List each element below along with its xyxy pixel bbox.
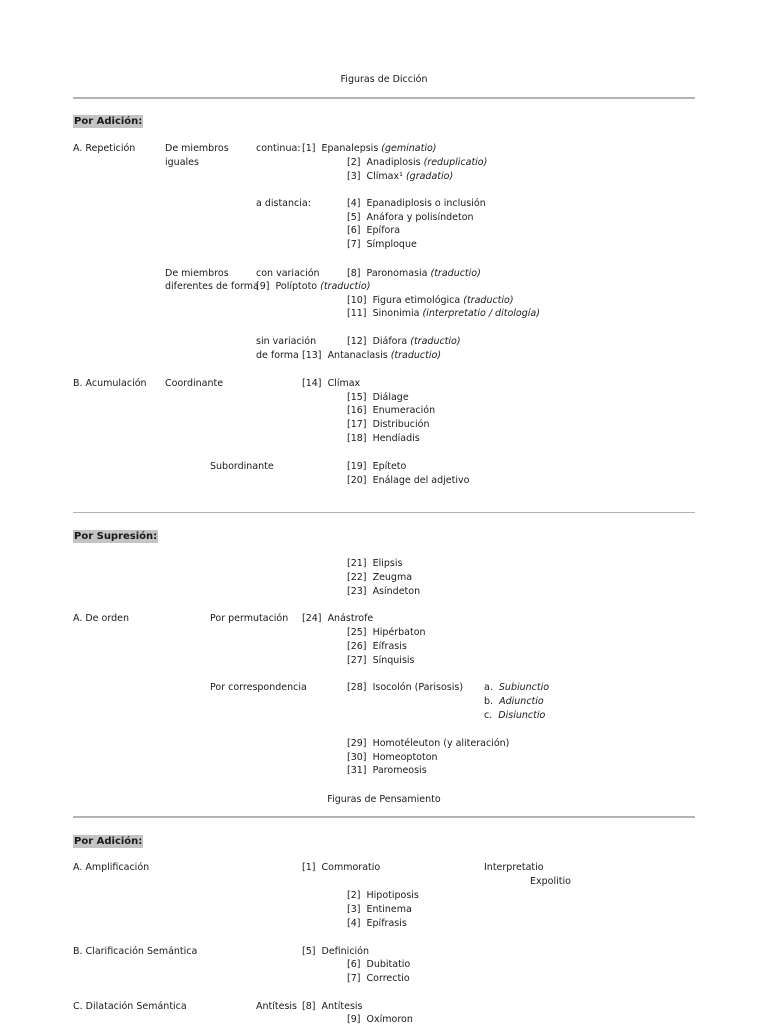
section-heading: Por Adición: xyxy=(74,836,143,847)
subcategory-label: Por correspondencia xyxy=(210,682,307,693)
type-label: de forma xyxy=(256,350,299,361)
subcategory-label: Antítesis xyxy=(256,1001,297,1012)
figure-item: [1] Commoratio xyxy=(302,862,381,873)
divider xyxy=(73,97,695,99)
divider xyxy=(73,816,695,818)
figure-item: [16] Enumeración xyxy=(347,405,436,416)
subcategory-label: Subordinante xyxy=(210,461,274,472)
section-heading: Por Supresión: xyxy=(74,531,158,542)
subcategory-label: De miembros xyxy=(165,143,229,154)
figure-item: [20] Enálage del adjetivo xyxy=(347,475,470,486)
figure-item: [14] Clímax xyxy=(302,378,361,389)
figure-item: [19] Epíteto xyxy=(347,461,407,472)
subcategory-label: Coordinante xyxy=(165,378,224,389)
figure-item: [21] Elipsis xyxy=(347,558,403,569)
figure-item: [23] Asíndeton xyxy=(347,586,421,597)
figure-item: [6] Dubitatio xyxy=(347,959,411,970)
figure-item: [13] Antanaclasis (traductio) xyxy=(302,350,442,361)
category-label: A. Repetición xyxy=(73,143,136,154)
figure-item: [2] Hipotiposis xyxy=(347,890,419,901)
sub-item: b. Adiunctio xyxy=(484,696,544,707)
sub-item: a. Subiunctio xyxy=(484,682,550,693)
page-title: Figuras de Dicción xyxy=(340,74,428,85)
category-label: B. Acumulación xyxy=(73,378,147,389)
figure-item: [31] Paromeosis xyxy=(347,765,427,776)
type-label: con variación xyxy=(256,268,320,279)
figure-item: [11] Sinonimia (interpretatio / ditología) xyxy=(347,308,540,319)
figure-item: [18] Hendíadis xyxy=(347,433,420,444)
figure-item: [27] Sínquisis xyxy=(347,655,415,666)
related-label: Interpretatio xyxy=(484,862,544,873)
figure-item: [10] Figura etimológica (traductio) xyxy=(347,295,514,306)
figure-item: [3] Clímax¹ (gradatio) xyxy=(347,171,454,182)
figure-item: [4] Epanadiplosis o inclusión xyxy=(347,198,486,209)
category-label: C. Dilatación Semántica xyxy=(73,1001,187,1012)
type-label: sin variación xyxy=(256,336,317,347)
category-label: A. De orden xyxy=(73,613,129,624)
figure-item: [12] Diáfora (traductio) xyxy=(347,336,461,347)
divider xyxy=(73,512,695,513)
figure-item: [26] Eífrasis xyxy=(347,641,407,652)
figure-item: [15] Diálage xyxy=(347,392,409,403)
category-label: B. Clarificación Semántica xyxy=(73,946,198,957)
subcategory-label: iguales xyxy=(165,157,199,168)
type-label: a distancia: xyxy=(256,198,311,209)
figure-item: [4] Epífrasis xyxy=(347,918,407,929)
figure-item: [3] Entinema xyxy=(347,904,412,915)
figure-item: [5] Anáfora y polisíndeton xyxy=(347,212,474,223)
subcategory-label: diferentes de forma xyxy=(165,281,259,292)
figure-item: [9] Oxímoron xyxy=(347,1014,413,1025)
figure-item: [29] Homotéleuton (y aliteración) xyxy=(347,738,510,749)
type-label: continua: xyxy=(256,143,301,154)
subcategory-label: Por permutación xyxy=(210,613,289,624)
figure-item: [17] Distribución xyxy=(347,419,430,430)
subcategory-label: De miembros xyxy=(165,268,229,279)
figure-item: [1] Epanalepsis (geminatio) xyxy=(302,143,437,154)
figure-item: [8] Paronomasia (traductio) xyxy=(347,268,481,279)
figure-item: [30] Homeoptoton xyxy=(347,752,438,763)
sub-item: c. Disiunctio xyxy=(484,710,546,721)
figure-item: [7] Correctio xyxy=(347,973,410,984)
figure-item: [2] Anadiplosis (reduplicatio) xyxy=(347,157,488,168)
figure-item: [25] Hipérbaton xyxy=(347,627,426,638)
figure-item: [22] Zeugma xyxy=(347,572,413,583)
figure-item: [8] Antítesis xyxy=(302,1001,363,1012)
figure-item: [7] Símploque xyxy=(347,239,417,250)
figure-item: [5] Definición xyxy=(302,946,370,957)
related-label: Expolitio xyxy=(530,876,571,887)
figure-item: [9] Políptoto (traductio) xyxy=(256,281,371,292)
figure-item: [24] Anástrofe xyxy=(302,613,374,624)
section-heading: Por Adición: xyxy=(74,116,143,127)
section-title: Figuras de Pensamiento xyxy=(327,794,441,805)
figure-item: [28] Isocolón (Parisosis) xyxy=(347,682,464,693)
figure-item: [6] Epífora xyxy=(347,225,401,236)
category-label: A. Amplificación xyxy=(73,862,150,873)
